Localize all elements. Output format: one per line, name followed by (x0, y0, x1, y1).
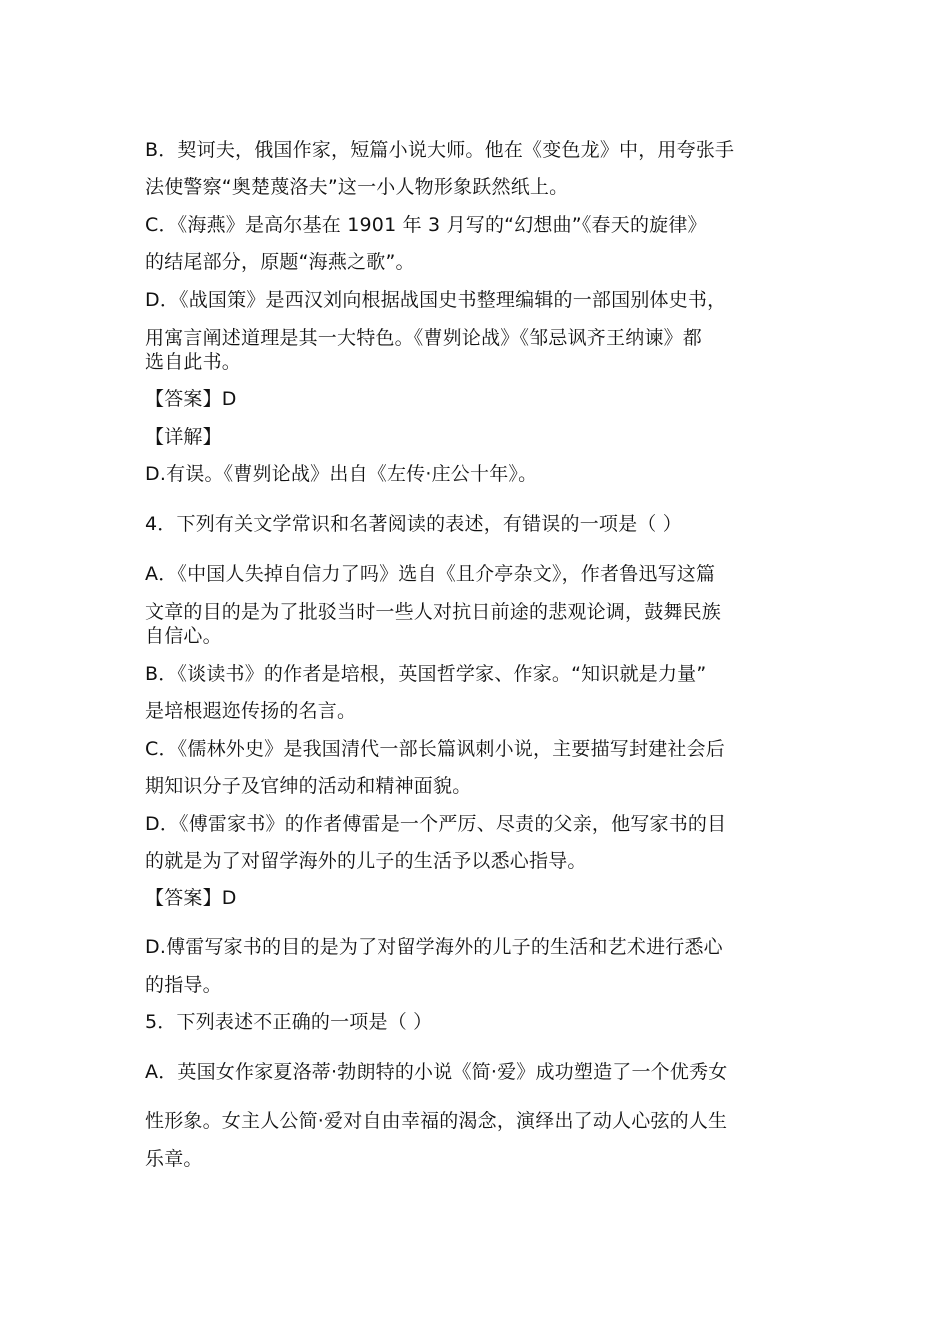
text-line: D．《战国策》是西汉刘向根据战国史书整理编辑的一部国别体史书， (145, 289, 727, 311)
text-line: B．《谈读书》的作者是培根，英国哲学家、作家。“知识就是力量” (145, 663, 707, 685)
text-line: A．英国女作家夏洛蒂·勃朗特的小说《简·爱》成功塑造了一个优秀女 (145, 1061, 728, 1083)
text-line: 性形象。女主人公简·爱对自由幸福的渴念，演绎出了动人心弦的人生 (145, 1110, 728, 1132)
text-line: 用寓言阐述道理是其一大特色。《曹刿论战》《邹忌讽齐王纳谏》都 (145, 327, 703, 349)
text-line: 自信心。 (145, 625, 222, 647)
text-line: 的就是为了对留学海外的儿子的生活予以悉心指导。 (145, 850, 587, 872)
text-line: A．《中国人失掉自信力了吗》选自《且介亭杂文》，作者鲁迅写这篇 (145, 563, 716, 585)
explanation-label: 【详解】 (145, 426, 222, 448)
text-line: 的结尾部分，原题“海燕之歌”。 (145, 251, 415, 273)
text-line: D．《傅雷家书》的作者傅雷是一个严厉、尽责的父亲，他写家书的目 (145, 813, 727, 835)
answer-label: 【答案】D (145, 388, 237, 410)
question-title: 5．下列表述不正确的一项是（ ） (145, 1011, 433, 1033)
text-line: C．《儒林外史》是我国清代一部长篇讽刺小说，主要描写封建社会后 (145, 738, 725, 760)
text-line: D.傅雷写家书的目的是为了对留学海外的儿子的生活和艺术进行悉心 (145, 936, 723, 958)
question-title: 4．下列有关文学常识和名著阅读的表述，有错误的一项是（ ） (145, 513, 682, 535)
text-line: 期知识分子及官绅的活动和精神面貌。 (145, 775, 472, 797)
text-line: 是培根遐迩传扬的名言。 (145, 700, 357, 722)
answer-label: 【答案】D (145, 887, 237, 909)
text-line: 法使警察“奥楚蔑洛夫”这一小人物形象跃然纸上。 (145, 176, 569, 198)
text-line: B．契诃夫，俄国作家，短篇小说大师。他在《变色龙》中，用夸张手 (145, 139, 735, 161)
text-line: C．《海燕》是高尔基在 1901 年 3 月写的“幻想曲”《春天的旋律》 (145, 214, 707, 236)
text-line: 的指导。 (145, 974, 222, 996)
text-line: 文章的目的是为了批驳当时一些人对抗日前途的悲观论调，鼓舞民族 (145, 601, 722, 623)
text-line: D.有误。《曹刿论战》出自《左传·庄公十年》。 (145, 463, 538, 485)
text-line: 选自此书。 (145, 351, 242, 373)
text-line: 乐章。 (145, 1148, 203, 1170)
